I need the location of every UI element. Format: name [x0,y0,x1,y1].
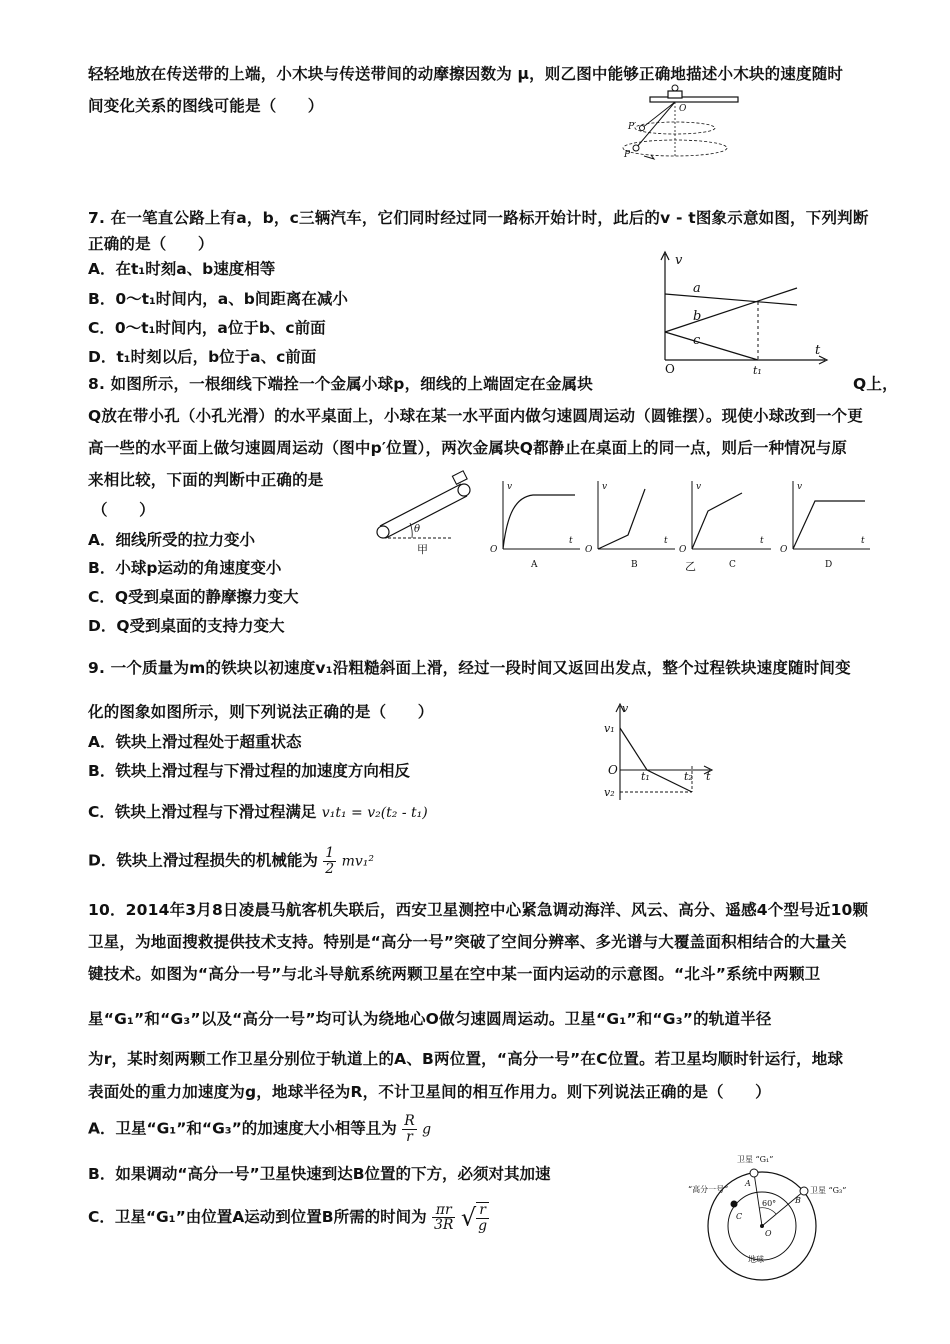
q9-option-d-text: D．铁块上滑过程损失的机械能为 [88,851,318,870]
q8-stem-line-1-tail: Q上， [853,375,898,393]
svg-text:t: t [664,536,668,546]
q8-option-a[interactable]: A．细线所受的拉力变小 [88,531,255,549]
q8-option-b[interactable]: B．小球p运动的角速度变小 [88,559,282,577]
q7-t1-label: t₁ [753,364,762,377]
orbit-label-earth: 地球 [748,1255,764,1264]
svg-text:t: t [569,536,573,546]
q10-stem-line-6: 表面处的重力加速度为g，地球半径为R，不计卫星间的相互作用力。则下列说法正确的是（ ） [88,1083,771,1101]
q10-stem-line-3: 键技术。如图为“高分一号”与北斗导航系统两颗卫星在空中某一面内运动的示意图。“北斗”系统中两颗卫 [88,965,821,983]
svg-text:v: v [602,482,608,492]
orbit-label-gaofen: “高分一号” [688,1185,729,1194]
orbit-label-angle: 60° [762,1199,777,1208]
q7-option-d[interactable]: D．t₁时刻以后，b位于a、c前面 [88,348,317,366]
q8-vt-graphs [485,475,885,575]
q7-stem-line-2: 正确的是（ ） [88,235,214,253]
q8-stem-line-3: 高一些的水平面上做匀速圆周运动（图中p′位置），两次金属块Q都静止在桌面上的同一点，则后一种情况与原 [88,439,848,457]
q7-vt-graph [655,248,835,376]
q9-t1-label: t₁ [641,770,650,783]
q9-option-d[interactable] [88,846,374,876]
q10-stem-line-5: 为r，某时刻两颗工作卫星分别位于轨道上的A、B两位置，“高分一号”在C位置。若卫星均顺时针运行，地球 [88,1050,844,1068]
q7-option-a[interactable]: A．在t₁时刻a、b速度相等 [88,260,276,278]
q10-stem-line-2: 卫星，为地面搜救提供技术支持。特别是“高分一号”突破了空间分辨率、多光谱与大覆盖面积相结合的大量关 [88,933,847,951]
q7-line-c-label: c [693,333,701,348]
q8-stem-line-2: Q放在带小孔（小孔光滑）的水平桌面上，小球在某一水平面内做匀速圆周运动（圆锥摆）。现使小球改到一个更 [88,407,863,425]
svg-text:A: A [531,560,538,570]
q9-option-d-fraction: $\frac{1}{2}$ [325,845,335,877]
orbit-label-o: O [765,1229,772,1238]
svg-text:v: v [507,482,513,492]
pendulum-label-o: O [679,104,687,114]
pendulum-label-p-prime: P′ [628,122,637,132]
q8-option-d[interactable]: D．Q受到桌面的支持力变大 [88,617,285,635]
q9-option-c[interactable] [88,800,428,822]
orbit-label-a: A [745,1179,751,1188]
q7-origin: O [665,362,675,376]
svg-text:O: O [780,545,788,555]
q10-option-a-fraction: $\frac{R}{r}$ [404,1113,415,1145]
q8-stem-line-1: 8. 如图所示，一根细线下端拴一个金属小球p，细线的上端固定在金属块 [88,375,593,393]
satellite-orbit-figure [682,1148,862,1280]
orbit-label-g3: 卫星 “G₃” [810,1186,847,1195]
intro-line-1: 轻轻地放在传送带的上端，小木块与传送带间的动摩擦因数为 μ，则乙图中能够正确地描述小木块的速度随时 [88,65,844,83]
q8-stem-line-4: 来相比较，下面的判断中正确的是 [88,471,324,489]
q10-option-a-text: A．卫星“G₁”和“G₃”的加速度大小相等且为 [88,1119,397,1138]
q7-axis-v: v [675,253,683,268]
conveyor-belt-figure [372,470,490,576]
q10-option-a[interactable] [88,1114,431,1144]
svg-text:D: D [825,560,833,570]
q9-option-c-formula: v₁t₁ = v₂(t₂ - t₁) [321,805,428,821]
q7-line-a-label: a [693,281,701,296]
intro-line-2: 间变化关系的图线可能是（ ） [88,97,324,115]
orbit-label-c: C [736,1212,743,1221]
q9-origin: O [608,763,618,777]
q9-axis-t: t [706,770,711,783]
q10-option-c-text: C．卫星“G₁”由位置A运动到位置B所需的时间为 [88,1208,427,1227]
graph-d [780,481,870,570]
belt-angle-theta: θ [414,524,421,535]
svg-text:O: O [585,545,593,555]
svg-text:v: v [797,482,803,492]
pendulum-label-p: P [624,150,631,160]
q9-option-a[interactable]: A．铁块上滑过程处于超重状态 [88,733,302,751]
q10-option-c-sqrt: √ $\frac{r}{g}$ [460,1202,488,1234]
q9-option-b[interactable]: B．铁块上滑过程与下滑过程的加速度方向相反 [88,762,410,780]
q9-vt-graph [598,700,723,806]
q9-t2-label: t₂ [684,770,693,783]
svg-text:v: v [696,482,702,492]
q10-stem-line-1: 10．2014年3月8日凌晨马航客机失联后，西安卫星测控中心紧急调动海洋、风云、高分、遥感4个型号近10颗 [88,901,869,919]
svg-text:O: O [490,545,498,555]
q9-option-d-tail: mv₁² [341,853,375,870]
q10-option-a-tail: g [422,1121,432,1138]
q10-stem-line-4: 星“G₁”和“G₃”以及“高分一号”均可认为绕地心O做匀速圆周运动。卫星“G₁”和“G₃”的轨道半径 [88,1010,772,1028]
svg-text:C: C [729,560,736,570]
graph-c [679,481,771,573]
svg-text:乙: 乙 [685,560,696,573]
graph-a [490,481,580,570]
graph-b [585,481,675,570]
q7-option-c[interactable]: C．0～t₁时间内，a位于b、c前面 [88,319,326,337]
conical-pendulum-figure [620,82,750,164]
q9-v2-label: v₂ [604,786,615,799]
q9-stem-line-1: 9. 一个质量为m的铁块以初速度v₁沿粗糙斜面上滑，经过一段时间又返回出发点，整个过程铁块速度随时间变 [88,659,851,677]
q10-option-c-fraction: $\frac{\pi r}{3R}$ [433,1201,454,1234]
q7-line-b-label: b [693,309,702,324]
q7-option-b[interactable]: B．0～t₁时间内，a、b间距离在减小 [88,290,348,308]
belt-label-jia: 甲 [417,543,428,556]
svg-text:t: t [861,536,865,546]
svg-text:t: t [760,536,764,546]
q9-v1-label: v₁ [604,722,615,735]
q8-stem-line-5: （ ） [92,501,155,519]
q7-axis-t: t [815,343,821,358]
q9-stem-line-2: 化的图象如图所示，则下列说法正确的是（ ） [88,703,434,721]
svg-text:O: O [679,545,687,555]
q9-axis-v: v [622,702,629,715]
q8-option-c[interactable]: C．Q受到桌面的静摩擦力变大 [88,588,299,606]
orbit-label-b: B [795,1196,801,1205]
q10-option-c[interactable] [88,1202,489,1233]
svg-text:B: B [631,560,638,570]
q9-option-c-text: C．铁块上滑过程与下滑过程满足 [88,803,317,821]
orbit-label-g1: 卫星 “G₁” [737,1155,774,1164]
q7-stem-line-1: 7. 在一笔直公路上有a，b，c三辆汽车，它们同时经过同一路标开始计时，此后的v - t图象示意如图，下列判断 [88,209,869,227]
q10-option-b[interactable]: B．如果调动“高分一号”卫星快速到达B位置的下方，必须对其加速 [88,1165,551,1183]
